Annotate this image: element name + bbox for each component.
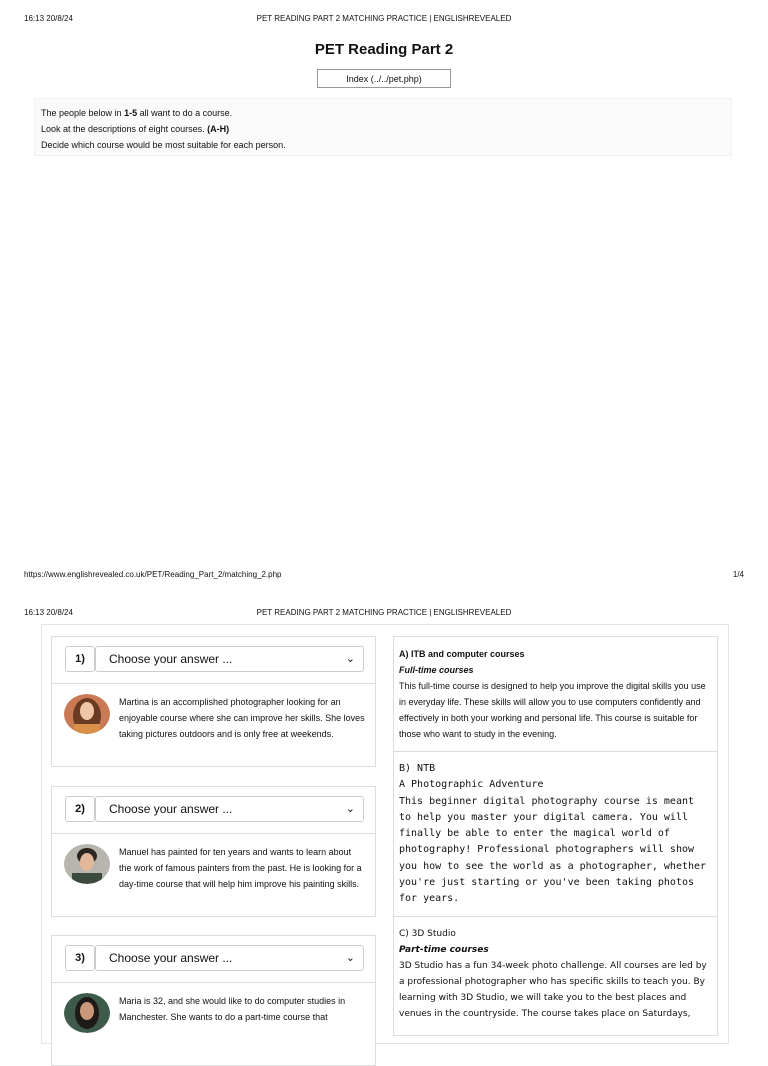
question-card xyxy=(51,636,376,767)
print-url[interactable]: https://www.englishrevealed.co.uk/PET/Reading_Part_2/matching_2.php xyxy=(24,570,282,579)
course-card-c xyxy=(393,916,718,1036)
course-subtitle: Full-time courses xyxy=(399,665,474,675)
print-datetime: 16:13 20/8/24 xyxy=(24,14,73,23)
print-title: PET READING PART 2 MATCHING PRACTICE | ENGLISHREVEALED xyxy=(256,608,512,617)
print-header xyxy=(24,14,744,23)
instruction-line-3: Decide which course would be most suitable for each person. xyxy=(41,140,286,150)
chevron-down-icon: ⌄ xyxy=(345,653,355,665)
page-title: PET Reading Part 2 xyxy=(314,41,454,58)
chevron-down-icon: ⌄ xyxy=(345,952,355,964)
chevron-down-icon: ⌄ xyxy=(345,803,355,815)
course-title: C) 3D Studio xyxy=(399,929,456,939)
course-subtitle: A Photographic Adventure xyxy=(399,779,544,791)
question-text: Maria is 32, and she would like to do computer studies in Manchester. She wants to do a part-time course that xyxy=(119,996,346,1022)
person-avatar xyxy=(64,694,110,734)
index-link-button[interactable]: Index (../../pet.php) xyxy=(317,69,451,88)
course-description: 3D Studio has a fun 34-week photo challenge. All courses are led by a professional photographer who has specific skills to teach you. By learning with 3D Studio, we will take you to the best places and venues in the countryside. The course takes place on Saturdays, xyxy=(399,961,707,1019)
instructions-box xyxy=(34,98,732,156)
print-footer xyxy=(24,570,744,579)
course-title: A) ITB and computer courses xyxy=(399,649,525,659)
print-header xyxy=(24,608,744,617)
question-text: Martina is an accomplished photographer looking for an enjoyable course where she can improve her skills. She loves taking pictures outdoors and is only free at weekends. xyxy=(119,697,365,739)
answer-select[interactable]: Choose your answer ... ⌄ xyxy=(95,646,364,672)
question-number: 3) xyxy=(65,945,95,971)
course-description: This beginner digital photography course is meant to help you master your digital camera. You will finally be able to enter the magical world of photography! Professional photographers will show you how to see the world as a photographer, whether you're just starting or you've been taking photos for years. xyxy=(399,795,707,905)
question-text: Manuel has painted for ten years and wants to learn about the work of famous painters from the past. He is looking for a day-time course that will help him improve his painting skills. xyxy=(119,847,362,889)
course-card-b xyxy=(393,751,718,917)
print-page-number: 1/4 xyxy=(732,570,744,579)
question-card xyxy=(51,935,376,1066)
answer-select[interactable]: Choose your answer ... ⌄ xyxy=(95,945,364,971)
instruction-line-2: Look at the descriptions of eight courses. (A-H) xyxy=(41,124,230,134)
question-card xyxy=(51,786,376,917)
course-subtitle: Part-time courses xyxy=(399,945,489,955)
print-datetime: 16:13 20/8/24 xyxy=(24,608,73,617)
answer-select[interactable]: Choose your answer ... ⌄ xyxy=(95,796,364,822)
course-title: B) NTB xyxy=(399,763,436,774)
question-number: 2) xyxy=(65,796,95,822)
print-title: PET READING PART 2 MATCHING PRACTICE | ENGLISHREVEALED xyxy=(256,14,512,23)
question-number: 1) xyxy=(65,646,95,672)
person-avatar xyxy=(64,993,110,1033)
course-card-a xyxy=(393,636,718,752)
instruction-line-1: The people below in 1-5 all want to do a course. xyxy=(41,108,233,118)
course-description: This full-time course is designed to help you improve the digital skills you use in everyday life. These skills will allow you to use computers confidently and effectively in both your working and personal life. This course is suitable for those who want to study in the evening. xyxy=(399,681,706,739)
person-avatar xyxy=(64,844,110,884)
